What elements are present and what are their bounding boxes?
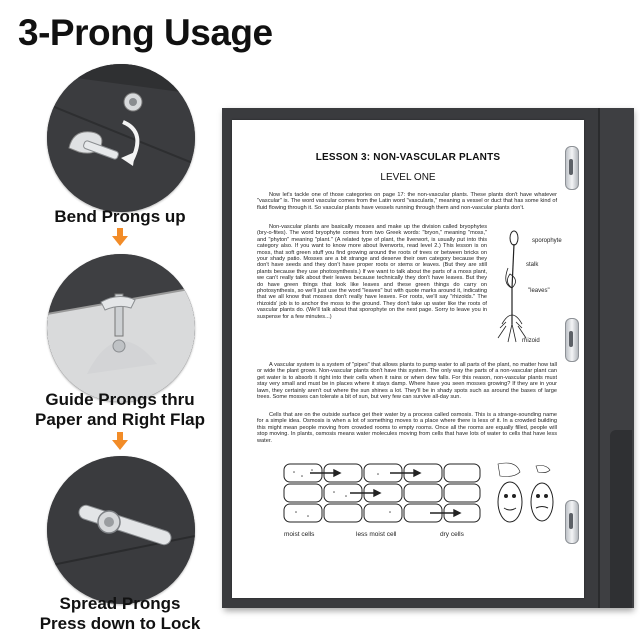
step3-label-line2: Press down to Lock <box>39 614 201 633</box>
cell-label-less-moist: less moist cell <box>356 531 397 538</box>
step3-label <box>0 594 240 634</box>
cartoon-cells-illustration <box>492 462 562 528</box>
moss-label-rhizoid: rhizoid <box>522 338 540 344</box>
moss-illustration <box>490 228 530 346</box>
lesson-title: LESSON 3: NON-VASCULAR PLANTS <box>315 152 501 163</box>
cell-label-dry: dry cells <box>440 531 464 538</box>
moss-label-stalk: stalk <box>526 262 539 268</box>
cells-diagram <box>282 462 482 524</box>
moss-label-sporophyte: sporophyte <box>532 238 562 244</box>
prong-middle <box>565 318 579 362</box>
step1-label: Bend Prongs up <box>54 207 186 226</box>
level-heading: LEVEL ONE <box>380 172 436 183</box>
page-title: 3-Prong Usage <box>18 12 273 53</box>
step2-image <box>47 254 195 402</box>
step2-label-line1: Guide Prongs thru <box>45 390 195 409</box>
moss-label-leaves: "leaves" <box>528 288 550 294</box>
down-arrow-icon <box>112 228 128 246</box>
step3-image <box>47 456 195 604</box>
down-arrow-icon <box>112 432 128 450</box>
step2-label-line2: Paper and Right Flap <box>34 410 206 429</box>
prong-bottom <box>565 500 579 544</box>
paragraph-1: Now let's tackle one of those categories on page 17: the non-vascular plants. These plants don't have whatever "vascular" is. The word vascular comes from the Latin word "vascularis," meaning a vessel or duct that has some kind of fluid flowing through it. So vascular plants have vessels running through them and non-vascular plants don't. <box>257 192 557 211</box>
step3-label-line1: Spread Prongs <box>59 594 181 613</box>
paragraph-3: A vascular system is a system of "pipes" that allows plants to pump water to all parts of the plant, no matter how tall or wide the plant grows. Non-vascular plants don't have this system. The only way the parts of a non-vascular plant can get water is to absorb it right into their cells when it rains or when dew falls. For this reason, non-vascular plants must stay very small and must be in places where it stays damp. Where have you seen mosses growing? If they are in your lawn, they certainly aren't out where the sun shines a lot. They'll be in shady spots such as around the bases of large trees. Some mosses can tolerate a bit of sun, but very few can survive all-day sun. <box>257 362 557 401</box>
cell-label-moist: moist cells <box>284 531 315 538</box>
paragraph-2: Non-vascular plants are basically mosses and make up the division called bryophytes (bry-o-fites). The word bryophyte comes from two Greek words: "bryon," meaning "moss," and "phyton" meaning "plant." (A related type of plant, the liverwort, is usually put into this category also. If you want to know more about liverworts, read level 2.) This lesson is on moss, that soft green stuff you find growing around the roots of trees or between bricks on your shady patio. Mosses are a bit strange and deserve their own category because they don't have seeds and they don't have proper roots or stems or leaves. (But they are still plants because they use photosynthesis.) If we want to talk about the parts of a moss plant, we can't really talk about their leaves because technically they don't have leaves. But they do have green things that look like leaves and these green things do carry on photosynthesis, so we'll just use the word "leaves" but with quote marks around it, indicating that we all know that mosses don't really have leaves. For roots, we'll say "rhizoids." The rhizoids' job is to anchor the moss to the ground. They don't take up water like the roots of vascular plants do. (We'll talk about that sporophyte on the next page. Sorry to leave you in suspense for a few minutes...) <box>257 224 487 320</box>
step2-label <box>0 390 240 430</box>
paragraph-4: Cells that are on the outside surface get their water by a process called osmosis. This is a strange-sounding name for a simple idea. Osmosis is when a lot of something moves to a place where there is less of it. In a crowded building this might mean people moving from crowded rooms to empty rooms. Once all the rooms are equally filled, people will stop moving. In plants, osmosis means water molecules moving from cells that have lots of water to cells that have less water. <box>257 412 557 444</box>
folder-pocket <box>610 430 632 608</box>
step1-image <box>47 64 195 212</box>
